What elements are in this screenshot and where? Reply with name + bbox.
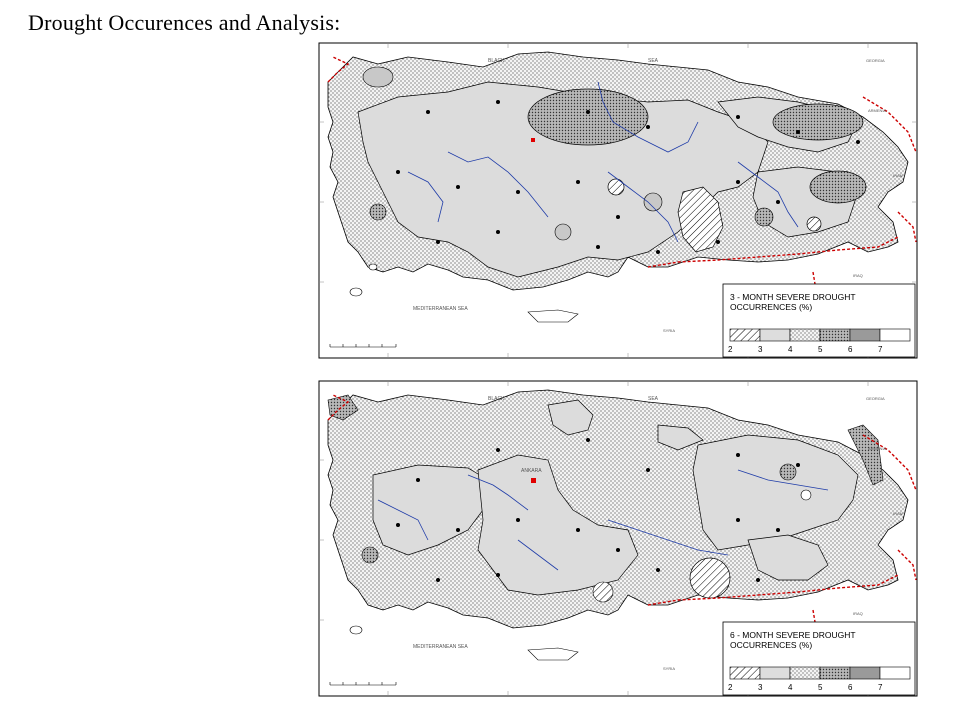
legend-swatch-4-5 [790,667,820,679]
label-black-sea: BLACK [488,396,505,402]
label-black-sea: BLACK [488,58,505,64]
legend-swatch-2-3 [730,667,760,679]
legend-tick: 7 [878,683,883,692]
legend-tick: 2 [728,345,733,354]
legend-swatch-5-6 [820,329,850,341]
legend-swatch-4-5 [790,329,820,341]
legend-tick: 3 [758,683,763,692]
label-sea: SEA [648,396,659,402]
label-iraq: IRAQ [853,611,863,616]
label-syria: SYRIA [663,328,676,333]
legend-swatch-3-4 [760,667,790,679]
ankara-marker [531,478,536,483]
legend-title-line1: 6 - MONTH SEVERE DROUGHT [730,630,856,640]
legend-title-line2: OCCURRENCES (%) [730,302,813,312]
drought-map-3-month [318,42,918,359]
legend-swatch-5-6 [820,667,850,679]
label-syria: SYRIA [663,666,676,671]
slide-title: Drought Occurences and Analysis: [28,10,341,35]
legend-title-line1: 3 - MONTH SEVERE DROUGHT [730,292,856,302]
legend-tick: 6 [848,683,853,692]
legend-swatch-7 [880,667,910,679]
legend-tick: 3 [758,345,763,354]
zone-hatched-small-2 [807,217,821,231]
legend-tick: 4 [788,683,793,692]
label-iran: IRAN [893,511,903,516]
legend-6-month [723,622,915,695]
legend-swatch-6-7 [850,329,880,341]
legend-tick: 2 [728,683,733,692]
zone-hatched-small [608,179,624,195]
label-iran: IRAN [893,173,903,178]
zone-dense-ne [773,104,863,140]
label-georgia: GEORGIA [866,396,885,401]
zone-dense-north [528,89,648,145]
legend-swatch-7 [880,329,910,341]
legend-tick: 5 [818,345,823,354]
legend-title-line2: OCCURRENCES (%) [730,640,813,650]
label-armenia: ARMENIA [868,446,887,451]
label-armenia: ARMENIA [868,108,887,113]
label-ankara: ANKARA [521,468,542,474]
label-mediterranean: MEDITERRANEAN SEA [413,306,468,312]
legend-swatch-3-4 [760,329,790,341]
legend-tick: 7 [878,345,883,354]
label-georgia: GEORGIA [866,58,885,63]
legend-tick: 6 [848,345,853,354]
legend-tick: 4 [788,345,793,354]
label-sea: SEA [648,58,659,64]
legend-swatch-2-3 [730,329,760,341]
label-iraq: IRAQ [853,273,863,278]
label-mediterranean: MEDITERRANEAN SEA [413,644,468,650]
zone-dense-east [810,171,866,203]
legend-swatch-6-7 [850,667,880,679]
zone-hatched [690,558,730,598]
drought-map-6-month [318,380,918,697]
ankara-marker [531,138,535,142]
legend-3-month [723,284,915,357]
legend-tick: 5 [818,683,823,692]
